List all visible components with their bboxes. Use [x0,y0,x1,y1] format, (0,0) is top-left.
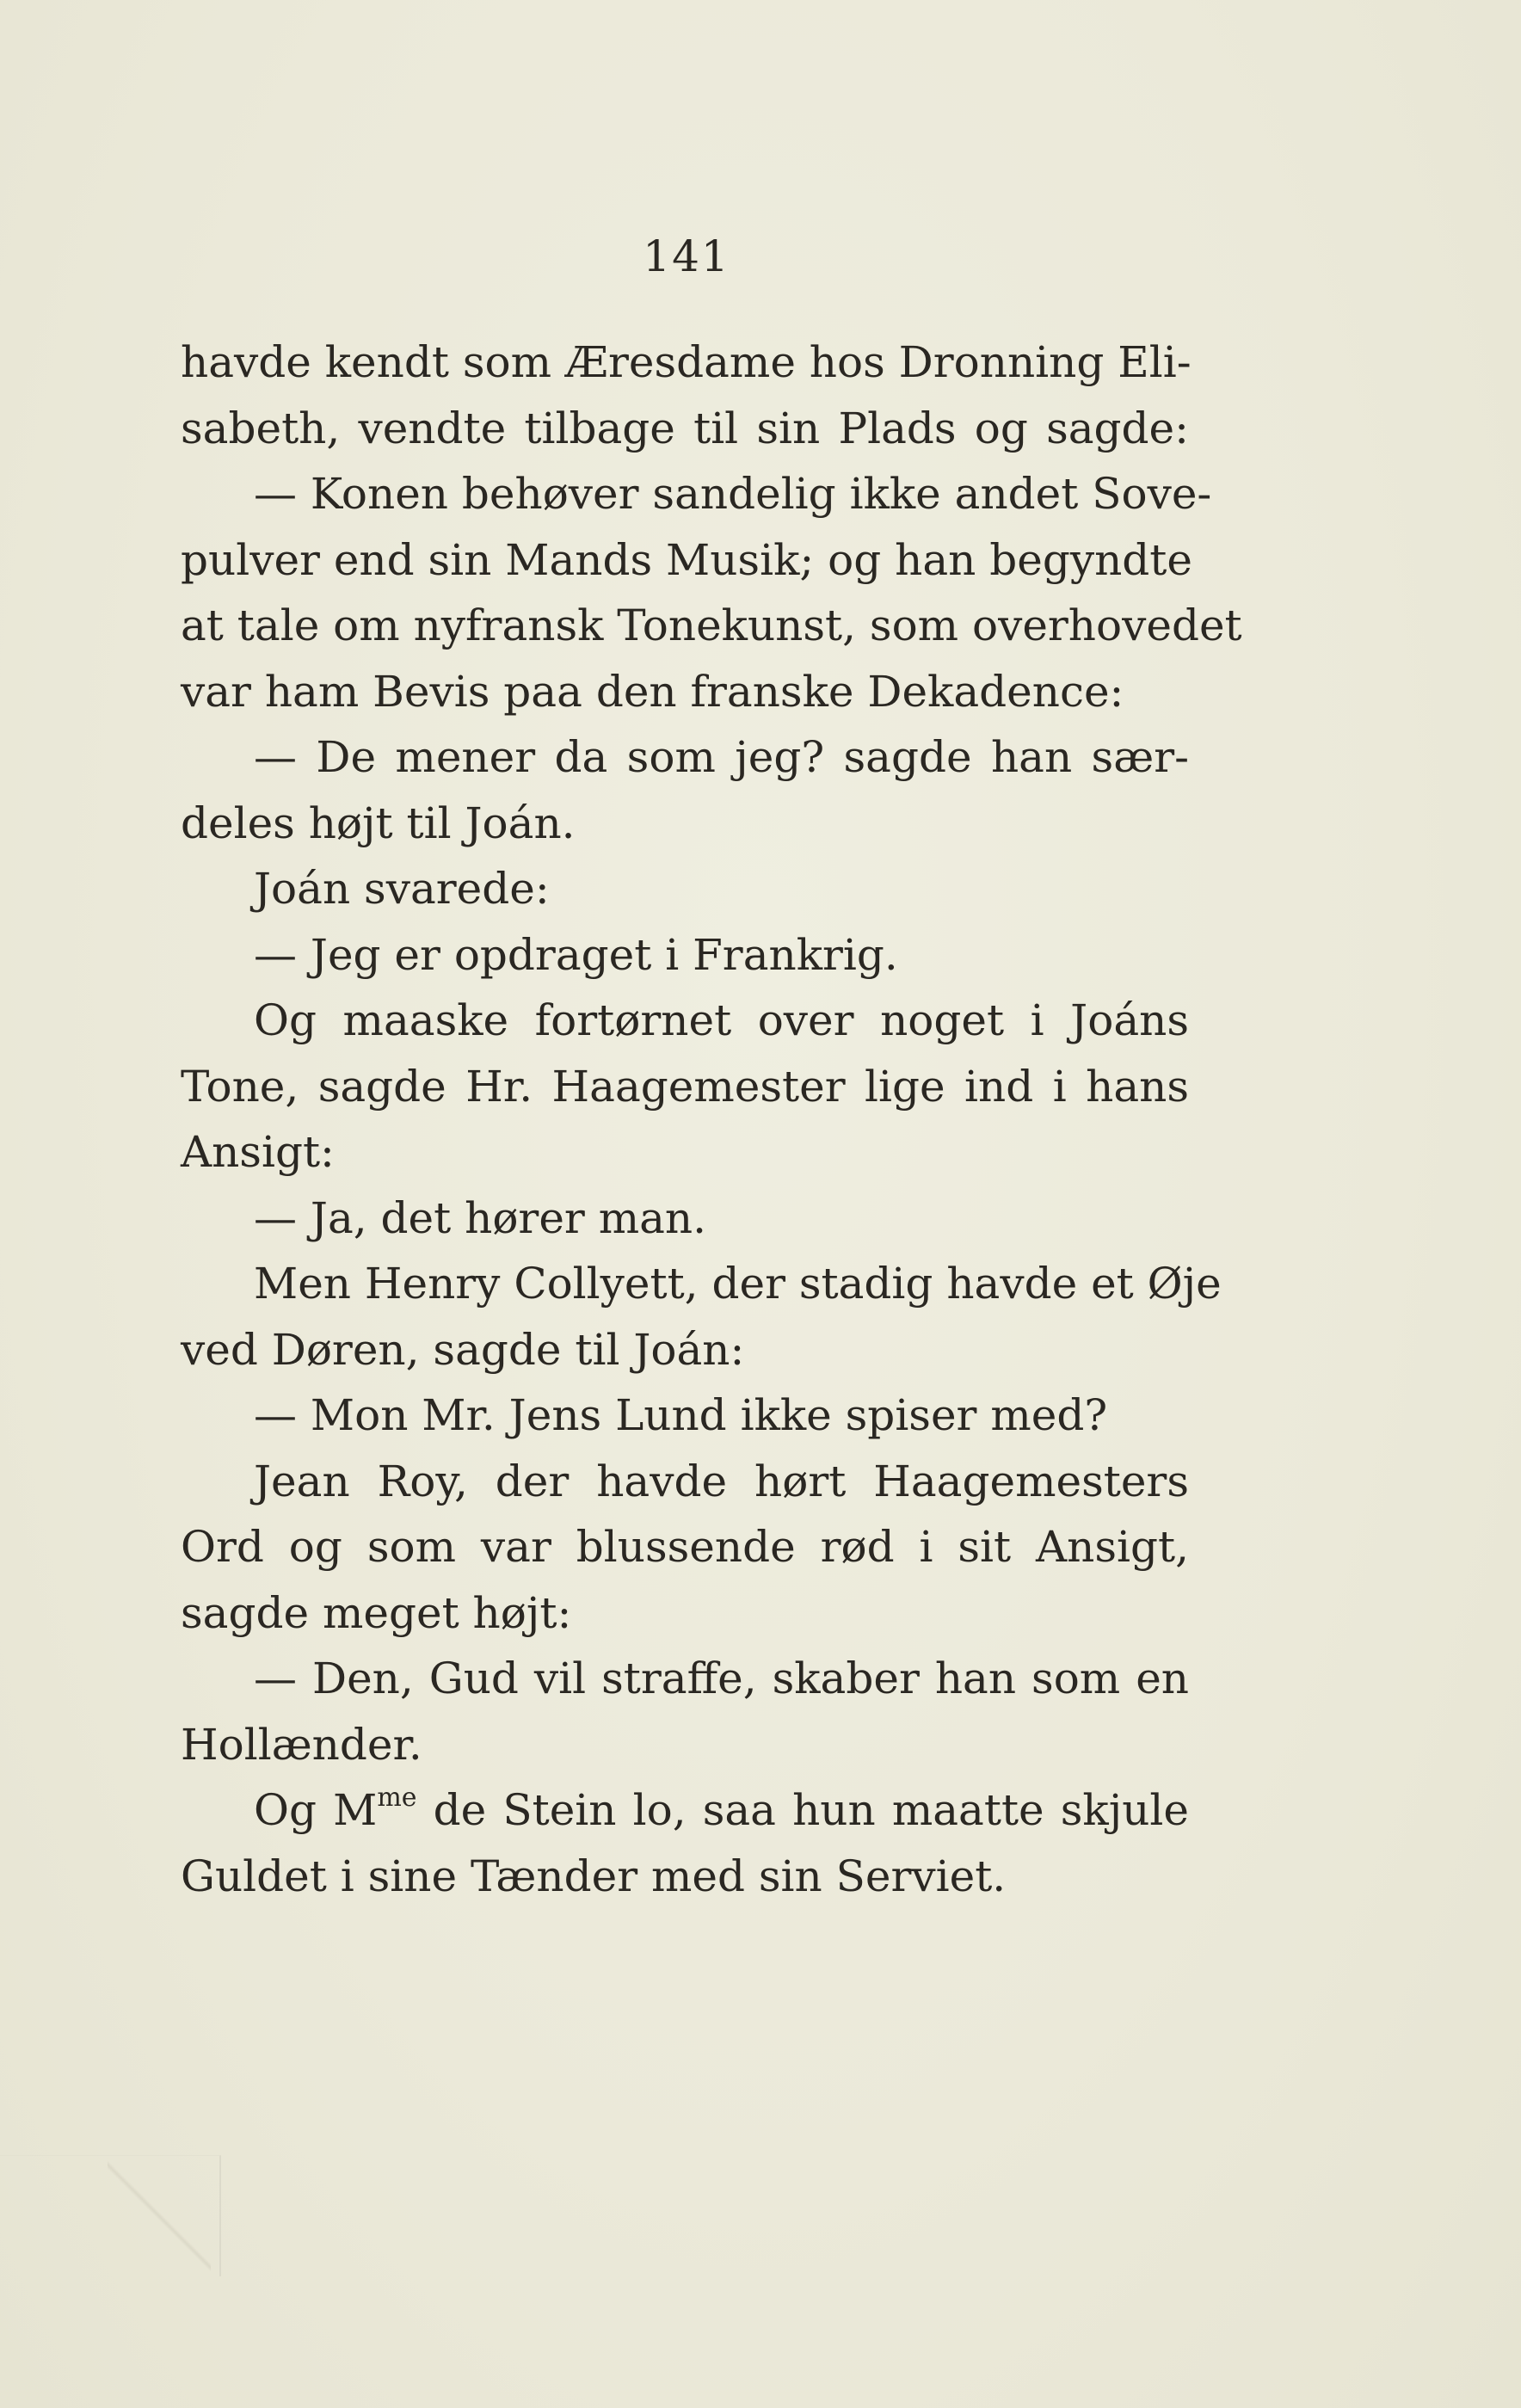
text-line [181,988,1189,1054]
text-segment: at tale om nyfransk Tonekunst, som overhovedet [181,600,1242,650]
text-line [181,1646,1189,1712]
text-segment: Ord og som var blussende rød i sit Ansigt, [181,1522,1189,1572]
text-segment: Ansigt: [181,1127,335,1177]
text-line [181,396,1189,462]
text-line [181,1317,1189,1383]
text-segment: Tone, sagde Hr. Haagemester lige ind i hans [181,1061,1189,1112]
text-line [181,461,1212,527]
text-segment: — Konen behøver sandelig ikke andet Sove- [254,469,1212,519]
text-segment: — Mon Mr. Jens Lund ikke spiser med? [254,1390,1108,1440]
superscript: me [377,1783,417,1813]
text-line [181,1251,1222,1317]
text-line [181,1383,1189,1449]
text-line [181,329,1192,396]
text-line [181,527,1192,594]
text-segment: Guldet i sine Tænder med sin Serviet. [181,1851,1007,1901]
text-line [181,1712,1189,1778]
text-segment: Jean Roy, der havde hørt Haagemesters [254,1456,1189,1506]
text-line [181,1186,1189,1252]
text-line [181,1844,1189,1910]
text-segment: ved Døren, sagde til Joán: [181,1324,745,1375]
text-line [181,724,1189,791]
body-text [181,329,1242,1909]
text-line [181,791,1189,857]
text-line [181,659,1189,725]
text-line [181,1449,1189,1515]
text-line [181,1777,1189,1844]
text-line [181,593,1242,659]
text-segment: pulver end sin Mands Musik; og han begyndte [181,534,1192,585]
text-segment: Og maaske fortørnet over noget i Joáns [254,995,1189,1045]
page-corner-fold [0,2155,221,2276]
text-line [181,856,1189,922]
text-segment: — Den, Gud vil straffe, skaber han som en [254,1654,1189,1703]
page-number: 141 [643,231,730,281]
text-segment: sagde meget højt: [181,1587,572,1638]
text-segment: Hollænder. [181,1719,422,1770]
text-segment: — De mener da som jeg? sagde han sær- [254,732,1189,782]
text-line [181,922,1189,988]
text-segment: Men Henry Collyett, der stadig havde et Øje [254,1259,1222,1309]
text-line [181,1580,1189,1647]
text-line [181,1054,1189,1120]
text-segment: de Stein lo, saa hun maatte skjule [416,1785,1189,1835]
text-segment: Og M [254,1785,378,1835]
text-segment: deles højt til Joán. [181,798,576,848]
text-segment: havde kendt som Æresdame hos Dronning Eli- [181,337,1192,387]
text-line [181,1119,1189,1186]
text-segment: — Ja, det hører man. [254,1192,707,1243]
text-segment: Joán svarede: [254,864,550,914]
text-segment: — Jeg er opdraget i Frankrig. [254,929,898,980]
text-segment: var ham Bevis paa den franske Dekadence: [181,666,1124,717]
text-line [181,1514,1189,1580]
text-segment: sabeth, vendte tilbage til sin Plads og sagde: [181,403,1189,453]
